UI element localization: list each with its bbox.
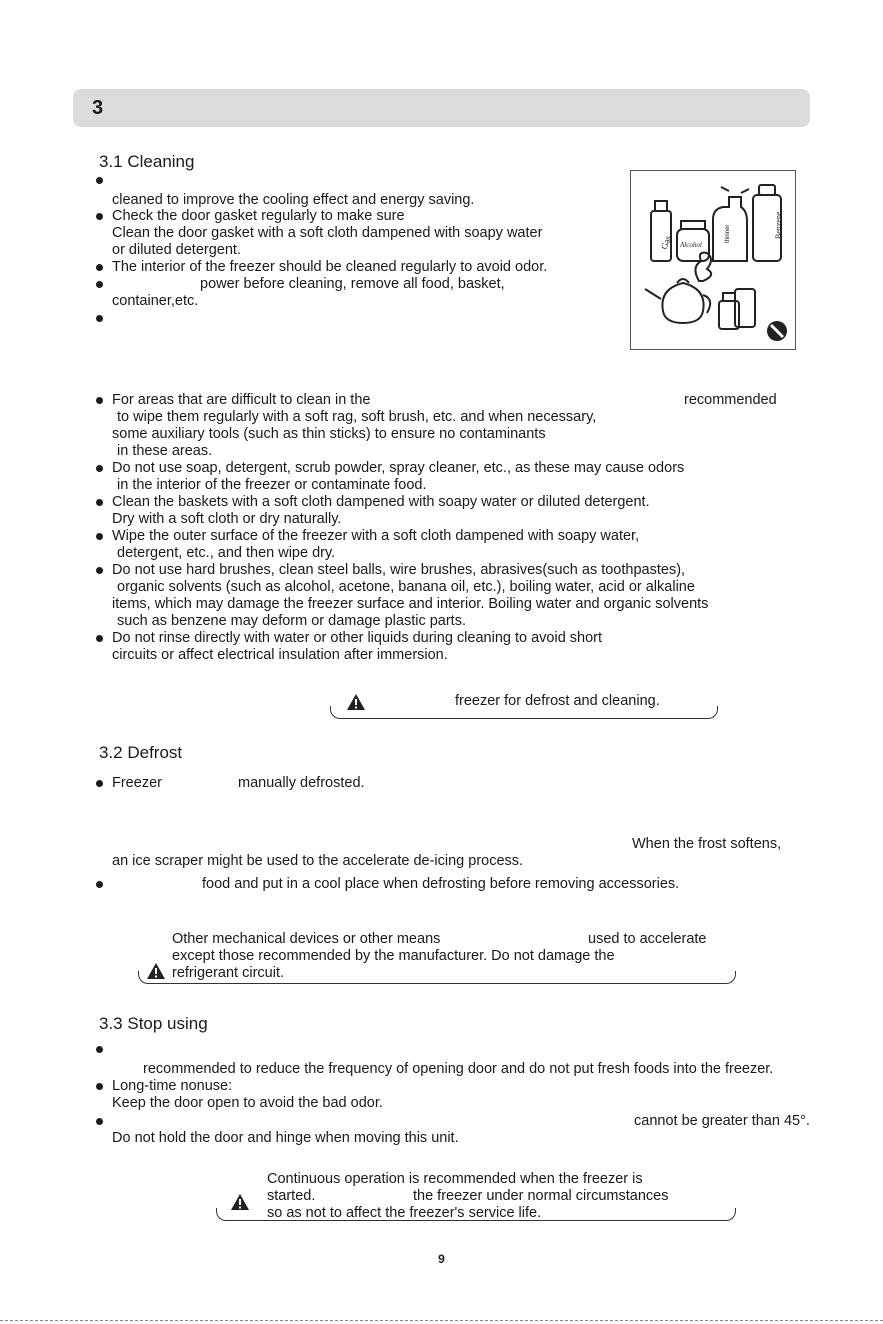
thinner-label: thinner [725, 224, 731, 243]
cleaning-line: Clean the door gasket with a soft cloth dampened with soapy water [112, 225, 543, 241]
cleaning-line: Check the door gasket regularly to make sure [112, 208, 405, 224]
brushes-line: Do not use hard brushes, clean steel balls, wire brushes, abrasives(such as toothpastes), [112, 562, 686, 578]
gas-label: Gas [658, 234, 674, 251]
stop-keep: Keep the door open to avoid the bad odor. [112, 1095, 383, 1111]
section-number: 3 [92, 97, 104, 119]
bullet [96, 567, 103, 574]
benzene-label: Benzene [774, 211, 783, 239]
cleaning-title: 3.1 Cleaning [99, 152, 195, 171]
bullet [96, 1046, 103, 1053]
outer-line: Wipe the outer surface of the freezer with a soft cloth dampened with soapy water, [112, 528, 640, 544]
bullet [96, 177, 103, 184]
areas-line: For areas that are difficult to clean in the [112, 392, 371, 408]
cleaning-note-text: freezer for defrost and cleaning. [455, 693, 660, 709]
defrost-note: used to accelerate [588, 931, 707, 947]
stop-note: the freezer under normal circumstances [413, 1188, 669, 1204]
bullet [96, 881, 103, 888]
bullet [96, 264, 103, 271]
defrost-note: except those recommended by the manufacturer. Do not damage the [172, 948, 615, 964]
bullet [96, 315, 103, 322]
baskets-line: Clean the baskets with a soft cloth dampened with soapy water or diluted detergent. [112, 494, 650, 510]
defrost-food: food and put in a cool place when defrosting before removing accessories. [202, 876, 680, 892]
rinse-line: Do not rinse directly with water or other liquids during cleaning to avoid short [112, 630, 603, 646]
stop-angle: cannot be greater than 45°. [634, 1113, 810, 1129]
areas-line: recommended [684, 392, 777, 408]
page-number: 9 [438, 1252, 445, 1266]
warning-icon [146, 962, 166, 980]
outer-line: detergent, etc., and then wipe dry. [117, 545, 336, 561]
section-header-bar [73, 89, 810, 127]
rinse-line: circuits or affect electrical insulation after immersion. [112, 647, 448, 663]
brushes-line: items, which may damage the freezer surface and interior. Boiling water and organic solvents [112, 596, 709, 612]
bullet [96, 499, 103, 506]
page-bottom-rule [0, 1320, 883, 1321]
brushes-line: such as benzene may deform or damage plastic parts. [117, 613, 466, 629]
cleaning-line: or diluted detergent. [112, 242, 241, 258]
bullet [96, 465, 103, 472]
warning-icon [346, 693, 366, 711]
cleaning-line: cleaned to improve the cooling effect and energy saving. [112, 192, 475, 208]
stop-note: started. [267, 1188, 316, 1204]
cleaning-line: container,etc. [112, 293, 199, 309]
defrost-title: 3.2 Defrost [99, 743, 183, 762]
stop-note: Continuous operation is recommended when the freezer is [267, 1171, 643, 1187]
bullet [96, 1083, 103, 1090]
defrost-note: refrigerant circuit. [172, 965, 285, 981]
stop-line: recommended to reduce the frequency of opening door and do not put fresh foods into the freezer. [143, 1061, 774, 1077]
areas-line: to wipe them regularly with a soft rag, soft brush, etc. and when necessary, [117, 409, 597, 425]
baskets-line: Dry with a soft cloth or dry naturally. [112, 511, 342, 527]
bullet [96, 635, 103, 642]
warning-icon [230, 1193, 250, 1211]
bullet [96, 780, 103, 787]
areas-line: in these areas. [117, 443, 213, 459]
alcohol-label: Alcohol [680, 241, 702, 249]
bullet [96, 281, 103, 288]
chemicals-drawing [631, 171, 795, 349]
cleaning-line: The interior of the freezer should be cleaned regularly to avoid odor. [112, 259, 548, 275]
brushes-line: organic solvents (such as alcohol, acetone, banana oil, etc.), boiling water, acid or alkaline [117, 579, 695, 595]
defrost-note: Other mechanical devices or other means [172, 931, 441, 947]
areas-line: some auxiliary tools (such as thin sticks) to ensure no contaminants [112, 426, 546, 442]
bullet [96, 397, 103, 404]
bullet [96, 1118, 103, 1125]
defrost-freezer: Freezer [112, 775, 162, 791]
defrost-soften: When the frost softens, [632, 836, 782, 852]
stop-hold: Do not hold the door and hinge when moving this unit. [112, 1130, 459, 1146]
stop-title: 3.3 Stop using [99, 1014, 208, 1033]
defrost-manually: manually defrosted. [238, 775, 365, 791]
bullet [96, 533, 103, 540]
cleaning-line: power before cleaning, remove all food, basket, [200, 276, 505, 292]
defrost-scraper: an ice scraper might be used to the accelerate de-icing process. [112, 853, 524, 869]
soap-line: Do not use soap, detergent, scrub powder, spray cleaner, etc., as these may cause odors [112, 460, 685, 476]
chemicals-illustration [630, 170, 796, 350]
soap-line: in the interior of the freezer or contaminate food. [117, 477, 427, 493]
stop-note: so as not to affect the freezer's service life. [267, 1205, 542, 1221]
bullet [96, 213, 103, 220]
stop-nonuse: Long-time nonuse: [112, 1078, 233, 1094]
